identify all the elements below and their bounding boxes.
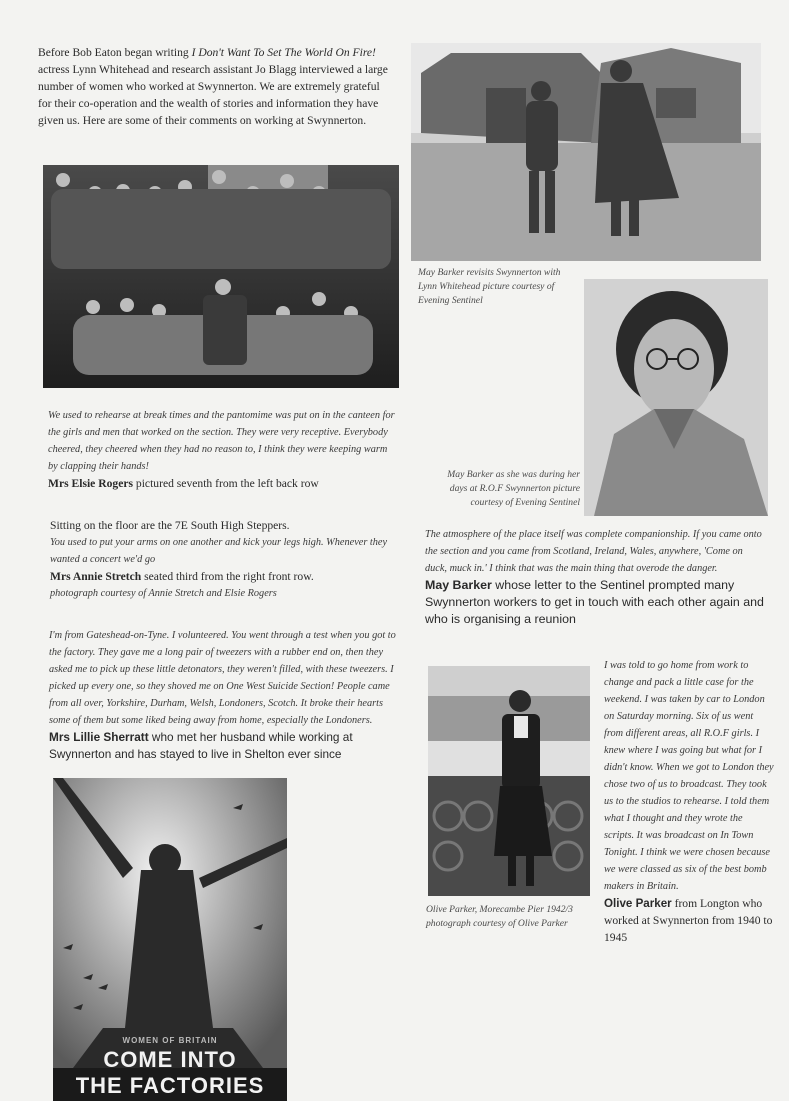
may-detail: whose letter to the Sentinel prompted many Swynnerton workers to get in touch with each other again and who is organising a reunion: [425, 578, 764, 626]
annie-credit: photograph courtesy of Annie Stretch and Elsie Rogers: [50, 588, 277, 599]
elsie-quote: We used to rehearse at break times and the pantomime was put on in the canteen for the girls and men that worked on the section. They were very receptive. Everybody cheered, they cheered when they had no reason to, I think they were keeping warm by clapping their hands!: [48, 410, 395, 472]
olive-parker-photo: [428, 666, 590, 896]
may-name: May Barker: [425, 578, 492, 592]
intro-text-start: Before Bob Eaton began writing: [38, 46, 192, 59]
lillie-quote: I'm from Gateshead-on-Tyne. I volunteered. You went through a test when you got to the factory. They gave me a long pair of tweezers with a rubber end on, then they asked me to pick up these little detonators, they weren't filled, with these tweezers. I picked up every one, so they shoved me on One West Suicide Section! People came from all over, Yorkshire, Durham, Welsh, Londoners, Scotch. It broke their hearts some of them but some liked being away from home, especially the Londoners.: [49, 630, 396, 726]
poster-line-2: THE FACTORIES: [75, 1073, 265, 1098]
intro-text-end: actress Lynn Whitehead and research assistant Jo Blagg interviewed a large number of women who worked at Swynnerton. We are extremely grateful for their co-operation and the wealth of stories and information they have given us. Here are some of their comments on working at Swynnerton.: [38, 63, 388, 127]
intro-paragraph: [38, 44, 390, 129]
lillie-detail: who met her husband while working at Swynnerton and has stayed to live in Shelton ever since: [49, 730, 353, 761]
walk-photo-caption: May Barker revisits Swynnerton with Lynn Whitehead picture courtesy of Evening Sentinel: [418, 267, 561, 306]
olive-photo-caption: Olive Parker, Morecambe Pier 1942/3 photograph courtesy of Olive Parker: [426, 904, 573, 929]
olive-quote: I was told to go home from work to change and pack a little case for the weekend. I was taken by car to London on Saturday morning. Six of us went from different areas, all R.O.F girls. I knew where I was going but what for I didn't know. When we got to London they chose two of us to broadcast. They took us to the studios to rehearse. I told them what I thought and they wrote the scripts. It was broadcast on In Town Tonight. I think we were chosen because we were classed as six of the best bomb makers in Britain.: [604, 660, 774, 892]
may-barker-block: [425, 526, 767, 628]
annie-lead: Sitting on the floor are the 7E South High Steppers.: [50, 519, 290, 532]
play-title: I Don't Want To Set The World On Fire!: [191, 46, 376, 59]
poster-small-line: WOMEN OF BRITAIN: [122, 1036, 218, 1045]
elsie-name: Mrs Elsie Rogers: [48, 477, 134, 490]
elsie-detail: pictured seventh from the left back row: [133, 477, 319, 490]
pantomime-group-photo: [43, 165, 399, 388]
portrait-caption: May Barker as she was during her days at R.O.F Swynnerton picture courtesy of Evening Sentinel: [447, 469, 580, 508]
annie-name: Mrs Annie Stretch: [50, 570, 142, 583]
poster-line-1: COME INTO: [103, 1047, 237, 1072]
olive-parker-block: [604, 657, 774, 946]
olive-detail: from Longton who worked at Swynnerton from 1940 to 1945: [604, 897, 773, 944]
olive-name: Olive Parker: [604, 897, 672, 910]
walk-photo: [411, 43, 761, 261]
annie-stretch-block: [50, 517, 400, 602]
may-quote: The atmosphere of the place itself was complete companionship. If you came onto the section and you came from Scotland, Ireland, Wales, anywhere, 'Come on duck, muck in.' I think that was the main thing that overode the danger.: [425, 529, 762, 574]
lillie-name: Mrs Lillie Sherratt: [49, 730, 149, 744]
come-into-the-factories-poster: [53, 778, 287, 1101]
lillie-sherratt-block: [49, 627, 403, 763]
elsie-rogers-block: [48, 407, 398, 492]
annie-quote: You used to put your arms on one another and kick your legs high. Whenever they wanted a concert we'd go: [50, 537, 388, 565]
may-barker-portrait: [584, 279, 768, 516]
annie-detail: seated third from the right front row.: [141, 570, 314, 583]
